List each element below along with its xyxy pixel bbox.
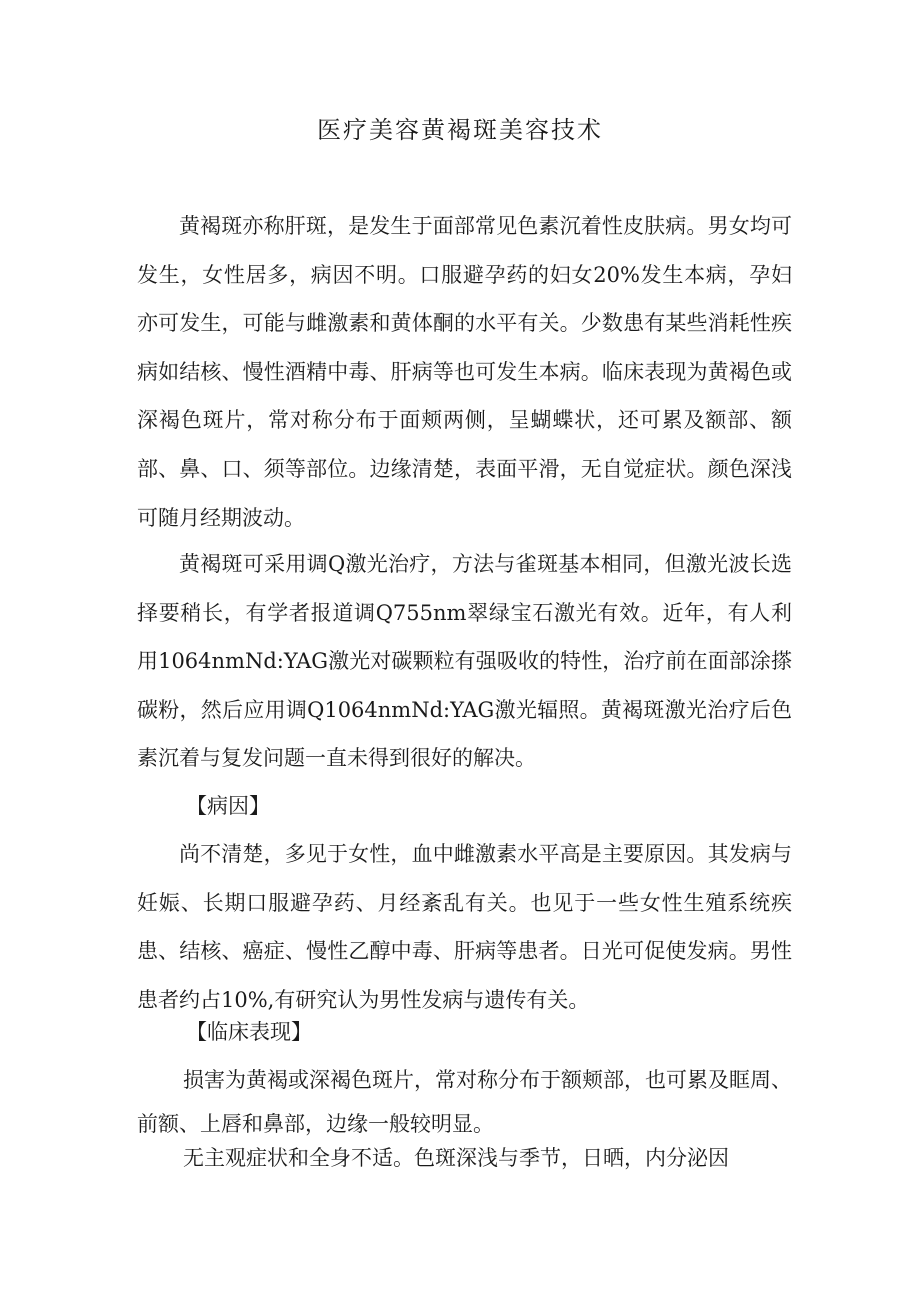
paragraph-clinical: 损害为黄褐或深褐色斑片，常对称分布于额颊部，也可累及眶周、前额、上唇和鼻部，边缘一般较明显。: [137, 1068, 792, 1136]
section-heading-cause: 【病因】: [186, 794, 270, 818]
document-title: 医疗美容黄褐斑美容技术: [317, 116, 603, 144]
paragraph-clinical-symptoms: 无主观症状和全身不适。色斑深浅与季节，日晒，内分泌因: [183, 1146, 729, 1170]
paragraph-laser-treatment: 黄褐斑可采用调Q激光治疗，方法与雀斑基本相同，但激光波长选择要稍长，有学者报道调Q755nm翠绿宝石激光有效。近年，有人利用1064nmNd:YAG激光对碳颗粒有强吸收的特性，治疗前在面部涂搽碳粉，然后应用调Q1064nmNd:YAG激光辐照。黄褐斑激光治疗后色素沉着与复发问题一直未得到很好的解决。: [137, 552, 792, 771]
section-heading-clinical: 【临床表现】: [186, 1020, 312, 1044]
paragraph-overview: 黄褐斑亦称肝斑，是发生于面部常见色素沉着性皮肤病。男女均可发生，女性居多，病因不明。口服避孕药的妇女20%发生本病，孕妇亦可发生，可能与雌激素和黄体酮的水平有关。少数患有某些消耗性疾病如结核、慢性酒精中毒、肝病等也可发生本病。临床表现为黄褐色或深褐色斑片，常对称分布于面颊两侧，呈蝴蝶状，还可累及额部、额部、鼻、口、须等部位。边缘清楚，表面平滑，无自觉症状。颜色深浅可随月经期波动。: [137, 214, 792, 530]
paragraph-cause: 尚不清楚，多见于女性，血中雌激素水平高是主要原因。其发病与妊娠、长期口服避孕药、月经紊乱有关。也见于一些女性生殖系统疾患、结核、癌症、慢性乙醇中毒、肝病等患者。日光可促使发病。男性患者约占10%,有研究认为男性发病与遗传有关。: [137, 842, 792, 1012]
